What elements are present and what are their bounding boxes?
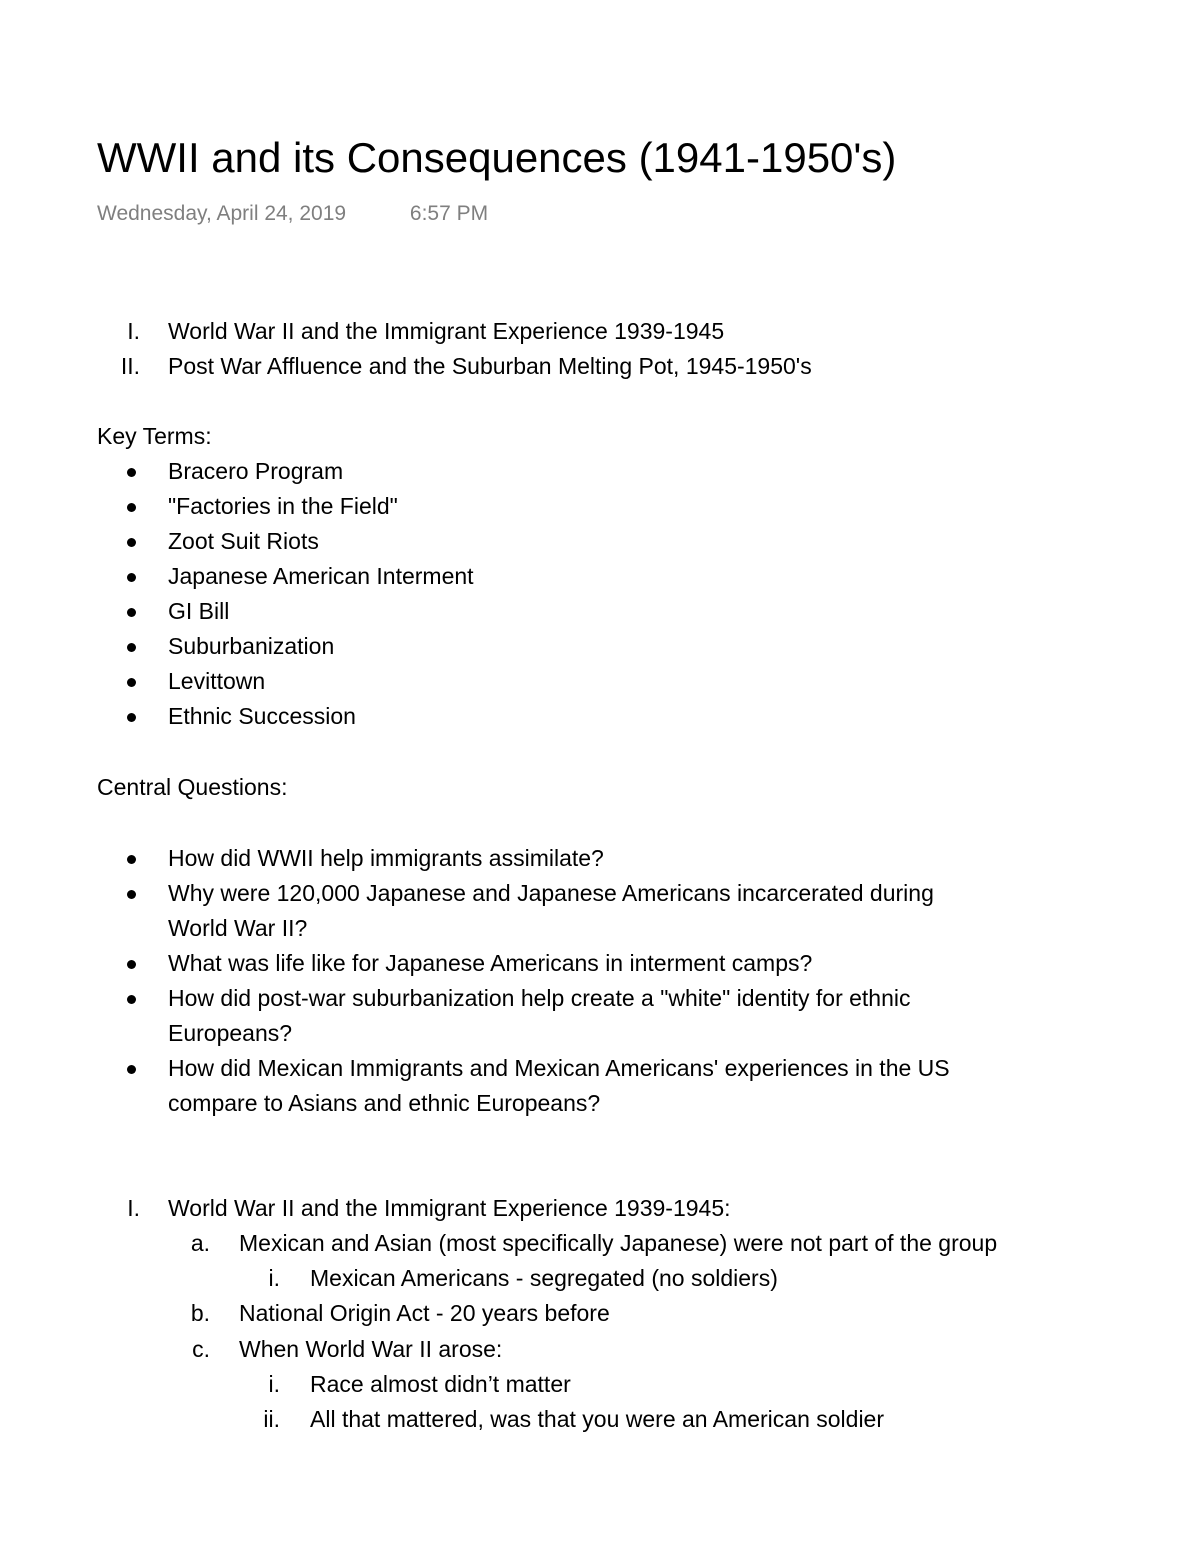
bullet-icon <box>127 995 136 1004</box>
bullet-icon <box>127 573 136 582</box>
key-terms-heading: Key Terms: <box>97 423 212 449</box>
key-term-text: "Factories in the Field" <box>168 493 398 519</box>
bullet-icon <box>127 713 136 722</box>
bullet-icon <box>127 678 136 687</box>
page-meta <box>97 200 488 228</box>
question-text: How did post-war suburbanization help create a "white" identity for ethnic <box>168 985 911 1011</box>
outline-marker: I. <box>127 318 140 344</box>
key-term-text: Levittown <box>168 668 266 694</box>
question-text: Why were 120,000 Japanese and Japanese Americans incarcerated during <box>168 880 934 906</box>
note-text: Mexican and Asian (most specifically Japanese) were not part of the group <box>239 1230 998 1256</box>
note-text: Mexican Americans - segregated (no soldiers) <box>310 1265 778 1291</box>
key-term-text: Zoot Suit Riots <box>168 528 319 554</box>
key-term-text: Suburbanization <box>168 633 335 659</box>
bullet-icon <box>127 960 136 969</box>
note-text: When World War II arose: <box>239 1336 503 1362</box>
question-item <box>0 1051 1200 1121</box>
note-text: All that mattered, was that you were an American soldier <box>310 1406 885 1432</box>
bullet-icon <box>127 503 136 512</box>
section-text: World War II and the Immigrant Experience 1939-1945: <box>168 1195 731 1221</box>
question-text: What was life like for Japanese Americans in interment camps? <box>168 950 813 976</box>
note-text: Race almost didn’t matter <box>310 1371 571 1397</box>
page-title: WWII and its Consequences (1941-1950's) <box>97 134 897 181</box>
bullet-icon <box>127 538 136 547</box>
question-text-continued: Europeans? <box>168 1020 293 1046</box>
page-date: Wednesday, April 24, 2019 <box>97 202 347 225</box>
note-marker: b. <box>190 1300 210 1326</box>
bullet-icon <box>127 855 136 864</box>
question-text-continued: World War II? <box>168 915 308 941</box>
bullet-icon <box>127 890 136 899</box>
question-text: How did Mexican Immigrants and Mexican Americans' experiences in the US <box>168 1055 950 1081</box>
note-marker: ii. <box>263 1406 280 1432</box>
central-questions-heading: Central Questions: <box>97 774 288 800</box>
note-marker: a. <box>190 1230 210 1256</box>
note-marker: c. <box>192 1336 210 1362</box>
note-text: National Origin Act - 20 years before <box>239 1300 610 1326</box>
bullet-icon <box>127 608 136 617</box>
section-marker: I. <box>127 1195 140 1221</box>
bullet-icon <box>127 643 136 652</box>
question-text: How did WWII help immigrants assimilate? <box>168 845 604 871</box>
question-text-continued: compare to Asians and ethnic Europeans? <box>168 1090 601 1116</box>
key-term-text: Japanese American Interment <box>168 563 474 589</box>
note-marker: i. <box>268 1265 280 1291</box>
bullet-icon <box>127 1065 136 1074</box>
question-item <box>0 981 1200 1051</box>
bullet-icon <box>127 468 136 477</box>
page-time: 6:57 PM <box>409 202 489 225</box>
key-term-text: GI Bill <box>168 598 230 624</box>
outline-marker: II. <box>120 353 140 379</box>
question-item <box>0 876 1200 946</box>
outline-text: Post War Affluence and the Suburban Melting Pot, 1945-1950's <box>168 353 812 379</box>
outline-text: World War II and the Immigrant Experience 1939-1945 <box>168 318 725 344</box>
key-term-text: Bracero Program <box>168 458 344 484</box>
key-term-text: Ethnic Succession <box>168 703 356 729</box>
note-marker: i. <box>268 1371 280 1397</box>
